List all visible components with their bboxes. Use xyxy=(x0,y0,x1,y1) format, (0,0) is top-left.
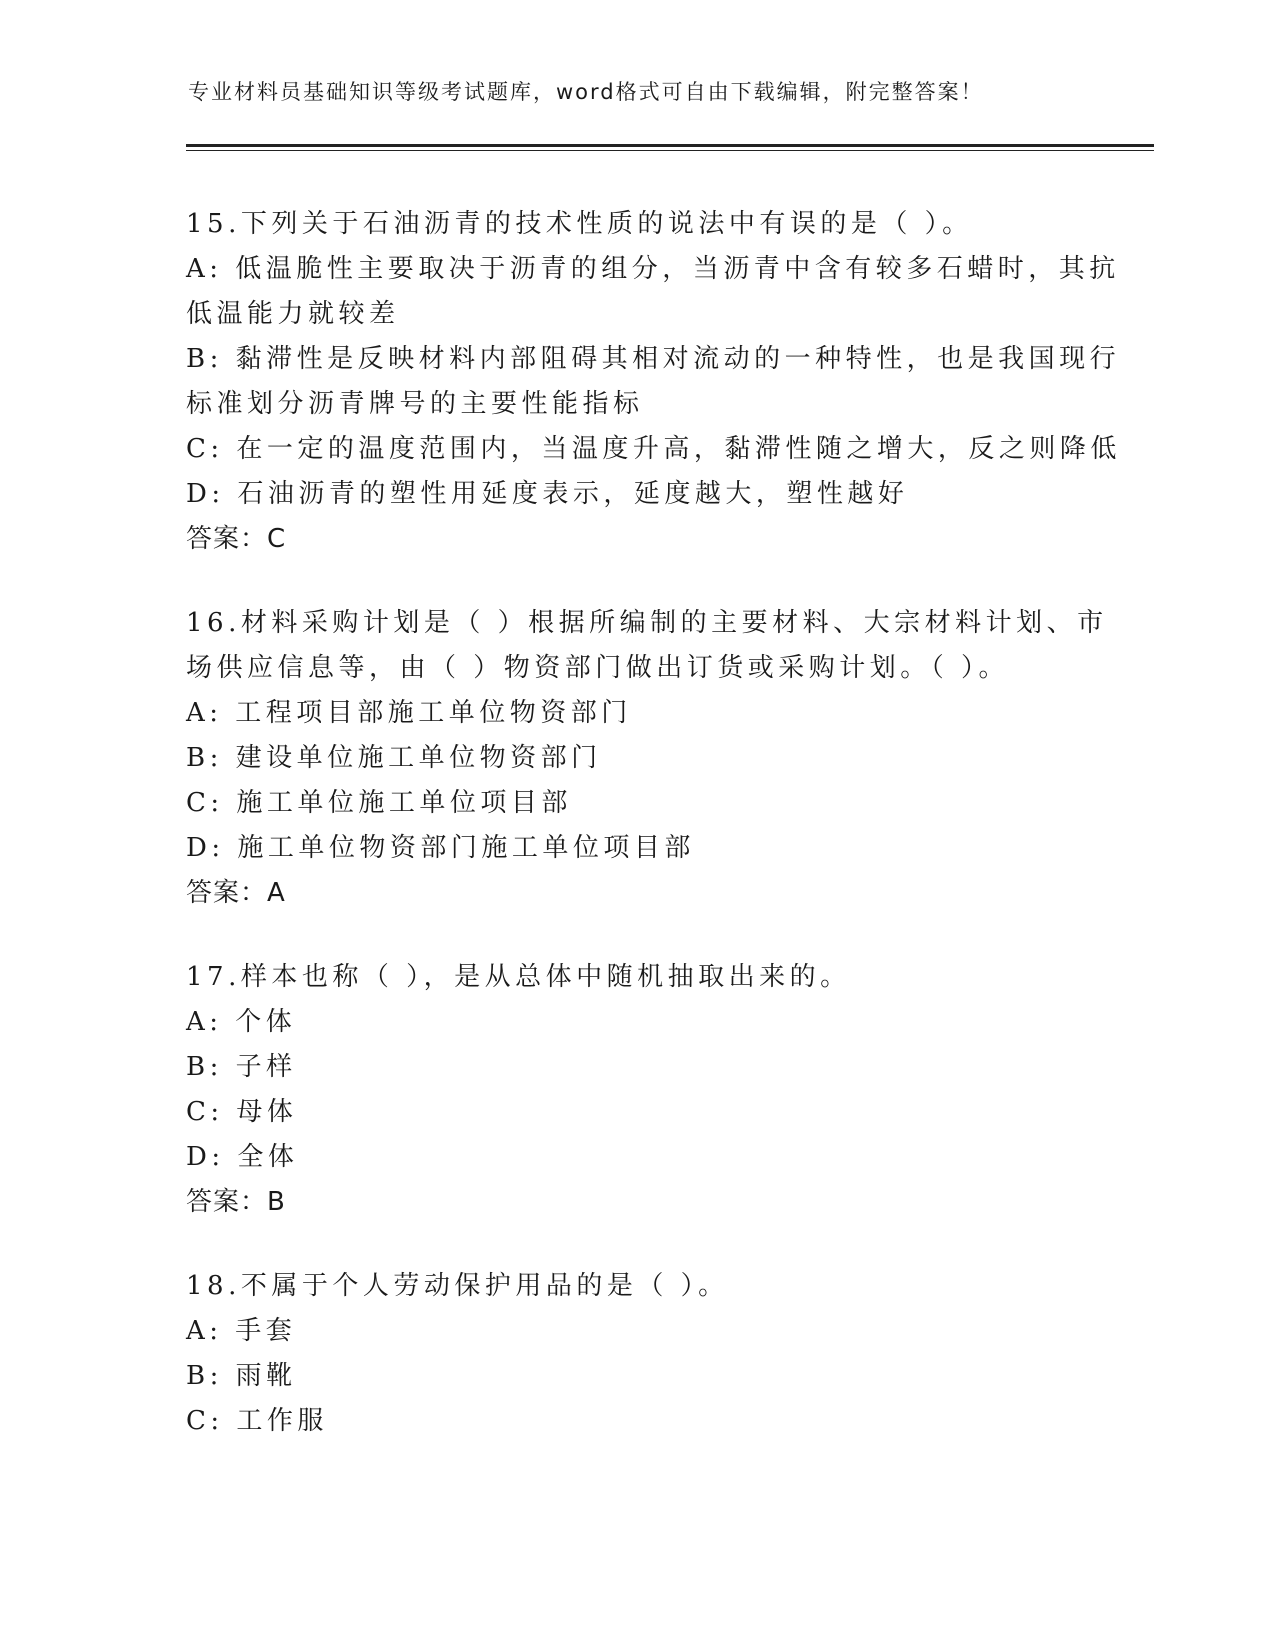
question-stem: 18.不属于个人劳动保护用品的是（ ）。 xyxy=(186,1271,729,1301)
option-c: C: 在一定的温度范围内，当温度升高，黏滞性随之增大，反之则降低 xyxy=(186,434,1121,464)
option-d: D: 石油沥青的塑性用延度表示，延度越大，塑性越好 xyxy=(186,479,909,509)
question-stem: 17.样本也称（ ），是从总体中随机抽取出来的。 xyxy=(186,962,851,992)
option-a-continued: 低温能力就较差 xyxy=(186,299,400,329)
question-stem: 16.材料采购计划是（ ）根据所编制的主要材料、大宗材料计划、市 xyxy=(186,608,1108,638)
option-b: B: 子样 xyxy=(186,1052,297,1082)
answer: 答案：C xyxy=(186,524,287,554)
question-stem-continued: 场供应信息等，由（ ）物资部门做出订货或采购计划。（ ）。 xyxy=(186,653,1010,683)
question-17 xyxy=(186,955,1086,1225)
option-b: B: 黏滞性是反映材料内部阻碍其相对流动的一种特性，也是我国现行 xyxy=(186,344,1121,374)
question-stem: 15.下列关于石油沥青的技术性质的说法中有误的是（ ）。 xyxy=(186,209,973,239)
option-b: B: 雨靴 xyxy=(186,1361,297,1391)
option-c: C: 施工单位施工单位项目部 xyxy=(186,788,572,818)
option-a: A: 手套 xyxy=(186,1316,297,1346)
option-a: A: 低温脆性主要取决于沥青的组分，当沥青中含有较多石蜡时，其抗 xyxy=(186,254,1120,284)
question-list xyxy=(186,202,1121,1483)
question-18 xyxy=(186,1264,1086,1444)
option-c: C: 母体 xyxy=(186,1097,298,1127)
option-d: D: 全体 xyxy=(186,1142,299,1172)
question-15 xyxy=(186,202,1121,562)
option-d: D: 施工单位物资部门施工单位项目部 xyxy=(186,833,695,863)
option-c: C: 工作服 xyxy=(186,1406,328,1436)
option-b-continued: 标准划分沥青牌号的主要性能指标 xyxy=(186,389,644,419)
page-header: 专业材料员基础知识等级考试题库，word格式可自由下载编辑，附完整答案！ xyxy=(188,80,984,104)
option-a: A: 工程项目部施工单位物资部门 xyxy=(186,698,632,728)
answer: 答案：A xyxy=(186,878,286,908)
option-a: A: 个体 xyxy=(186,1007,297,1037)
question-16 xyxy=(186,601,1108,916)
answer: 答案：B xyxy=(186,1187,286,1217)
header-divider-thin xyxy=(186,150,1154,151)
header-divider-thick xyxy=(186,144,1154,147)
option-b: B: 建设单位施工单位物资部门 xyxy=(186,743,602,773)
